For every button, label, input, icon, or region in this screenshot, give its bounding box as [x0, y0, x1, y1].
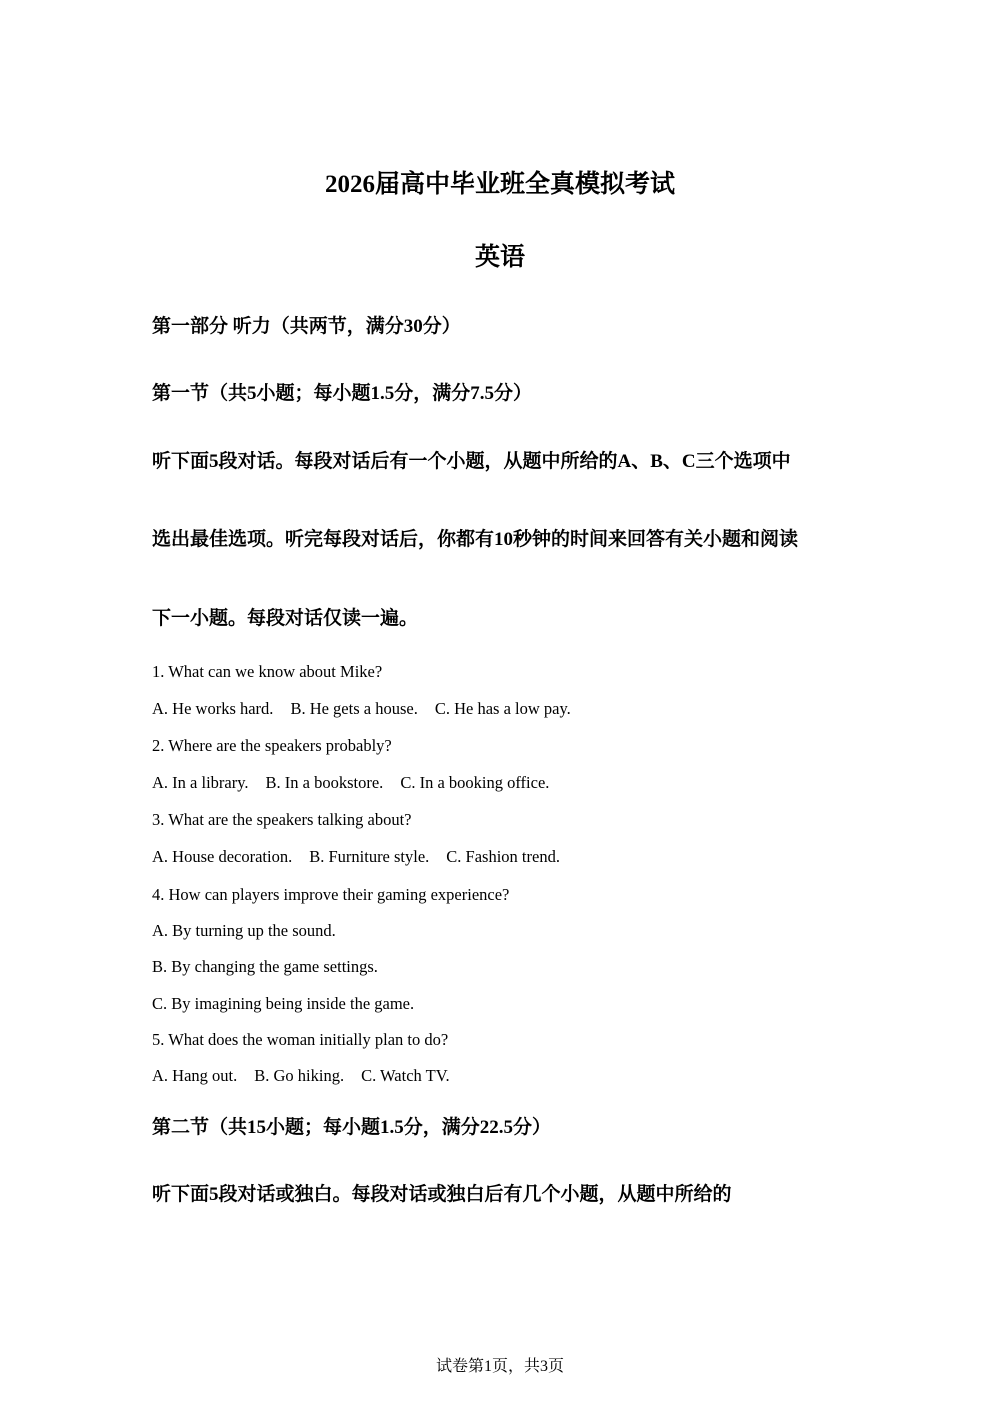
option: C. In a booking office.	[400, 773, 550, 792]
question-stem: 1. What can we know about Mike?	[152, 662, 383, 681]
option: C. By imagining being inside the game.	[152, 994, 415, 1013]
option: B. Furniture style.	[309, 847, 430, 866]
question-options	[152, 1065, 450, 1087]
instruction-line: 听下面5段对话。每段对话后有一个小题，从题中所给的A、B、C三个选项中	[152, 451, 791, 472]
section-heading: 第一节（共5小题；每小题1.5分，满分7.5分）	[152, 383, 533, 404]
option: A. He works hard.	[152, 699, 274, 718]
question-stem: 5. What does the woman initially plan to do?	[152, 1030, 449, 1049]
instruction-line: 听下面5段对话或独白。每段对话或独白后有几个小题，从题中所给的	[152, 1184, 732, 1205]
option: C. He has a low pay.	[434, 699, 571, 718]
instruction-line: 下一小题。每段对话仅读一遍。	[152, 608, 419, 629]
question-stem: 4. How can players improve their gaming experience?	[152, 885, 510, 904]
option: C. Watch TV.	[361, 1066, 450, 1085]
page-footer: 试卷第1页，共3页	[435, 1358, 564, 1375]
option: A. By turning up the sound.	[152, 921, 336, 940]
instruction-line: 选出最佳选项。听完每段对话后，你都有10秒钟的时间来回答有关小题和阅读	[152, 529, 799, 550]
option: A. House decoration.	[152, 847, 293, 866]
option: B. Go hiking.	[254, 1066, 345, 1085]
question-options	[152, 846, 560, 868]
subject-title: 英语	[474, 244, 525, 271]
option: A. In a library.	[152, 773, 249, 792]
option: B. By changing the game settings.	[152, 957, 378, 976]
option: B. He gets a house.	[290, 699, 418, 718]
question-stem: 3. What are the speakers talking about?	[152, 810, 412, 829]
option: B. In a bookstore.	[265, 773, 384, 792]
option: A. Hang out.	[152, 1066, 238, 1085]
exam-title: 2026届高中毕业班全真模拟考试	[324, 171, 675, 198]
section-heading: 第二节（共15小题；每小题1.5分，满分22.5分）	[152, 1117, 552, 1138]
part-heading: 第一部分 听力（共两节，满分30分）	[152, 316, 461, 337]
question-options	[152, 772, 549, 794]
option: C. Fashion trend.	[446, 847, 560, 866]
question-options	[152, 698, 571, 720]
question-stem: 2. Where are the speakers probably?	[152, 736, 392, 755]
